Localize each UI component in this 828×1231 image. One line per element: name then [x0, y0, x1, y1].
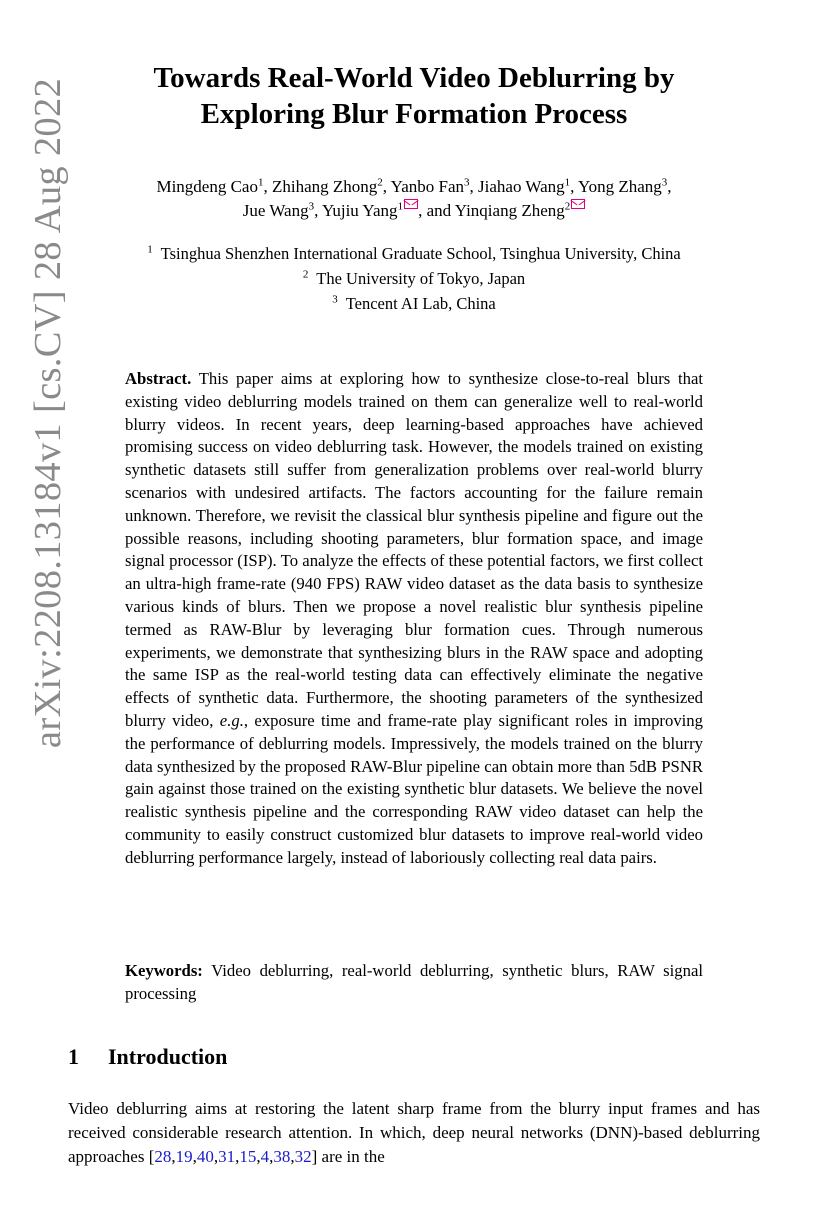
- email-icon[interactable]: [404, 199, 418, 209]
- author-name: Mingdeng Cao: [156, 177, 258, 196]
- abstract-text-continued: , exposure time and frame-rate play significant roles in improving the performance of deblurring models. Impressively, the models trained on the blurry data synthesized by the proposed RAW-Blur pipeline can obtain more than 5dB PSNR gain against those trained on the existing synthetic blur datasets. We believe the novel realistic synthesis pipeline and the corresponding RAW video dataset can help the community to easily construct customized blur datasets to improve real-world video deblurring performance largely, instead of laboriously collecting real data pairs.: [125, 710, 703, 867]
- author-affiliation-mark: 3: [661, 176, 668, 189]
- author-affiliation-mark: 3: [464, 176, 470, 189]
- email-icon[interactable]: [571, 199, 585, 209]
- arxiv-identifier-text: arXiv:2208.13184v1 [cs.CV] 28 Aug 2022: [27, 77, 70, 749]
- author-line-1: [60, 175, 768, 199]
- abstract: [125, 368, 703, 870]
- author-separator: ,: [382, 177, 391, 196]
- section-number: 1: [68, 1044, 79, 1069]
- keywords-label: Keywords:: [125, 961, 203, 980]
- author-separator: ,: [667, 177, 672, 196]
- author-name: Yong Zhang: [578, 177, 662, 196]
- author-affiliation-mark: 2: [564, 200, 571, 213]
- abstract-text: This paper aims at exploring how to synthesize close-to-real blurs that existing video deblurring models trained on them can generalize well to real-world blurry videos. In recent years, deep learning-based approaches have achieved promising success on video deblurring task. However, the models trained on existing synthetic datasets still suffer from generalization problems over real-world blurry scenarios with undesired artifacts. The factors accounting for the failure remain unknown. Therefore, we revisit the classical blur synthesis pipeline and figure out the possible reasons, including shooting parameters, blur formation space, and image signal processor (ISP). To analyze the effects of these potential factors, we first collect an ultra-high frame-rate (940 FPS) RAW video dataset as the data basis to synthesize various kinds of blurs. Then we propose a novel realistic blur synthesis pipeline termed as RAW-Blur by leveraging blur formation cues. Through numerous experiments, we demonstrate that synthesizing blurs in the RAW space and adopting the same ISP as the real-world testing data can effectively eliminate the negative effects of synthetic data. Furthermore, the shooting parameters of the synthesized blurry video,: [125, 369, 703, 730]
- citation-link[interactable]: 28: [154, 1147, 172, 1166]
- author-affiliation-mark: 1: [257, 176, 264, 189]
- section-title: Introduction: [108, 1044, 228, 1069]
- author-affiliation-mark: 1: [564, 176, 571, 189]
- paper-title: [90, 60, 738, 132]
- citation-link[interactable]: 4: [260, 1147, 270, 1166]
- title-line-1: Towards Real-World Video Deblurring by: [153, 62, 675, 94]
- author-separator: ,: [570, 177, 579, 196]
- author-name: Jiahao Wang: [478, 177, 565, 196]
- affiliation-mark: 1: [147, 243, 153, 256]
- author-separator: ,: [314, 201, 322, 220]
- author-affiliation-mark: 1: [397, 200, 404, 213]
- citation-link[interactable]: 32: [294, 1147, 312, 1166]
- author-name: Yanbo Fan: [390, 177, 465, 196]
- intro-text-end: ] are in the: [311, 1147, 385, 1166]
- intro-text: Video deblurring aims at restoring the latent sharp frame from the blurry input frames and has received considerable research attention. In which, deep neural networks (DNN)-based deblurring approaches [: [68, 1099, 760, 1166]
- affiliation-mark: 2: [302, 268, 309, 281]
- affiliation-text: Tencent AI Lab, China: [345, 294, 496, 313]
- affiliation-mark: 3: [332, 293, 338, 306]
- author-name: Jue Wang: [242, 201, 309, 220]
- affiliation-text: The University of Tokyo, Japan: [316, 269, 526, 288]
- keywords: [125, 960, 703, 1006]
- author-separator: ,: [469, 177, 479, 196]
- author-name: Yinqiang Zheng: [454, 201, 565, 220]
- affiliation-list: [60, 241, 768, 316]
- author-affiliation-mark: 2: [377, 176, 383, 189]
- author-name: Zhihang Zhong: [271, 177, 378, 196]
- intro-paragraph: Video deblurring aims at restoring the latent sharp frame from the blurry input frames and has received considerable research attention. In which, deep neural networks (DNN)-based deblurring approaches [28,19,40,31,15,4,38,32] are in the: [68, 1099, 760, 1166]
- abstract-eg: e.g.: [219, 710, 244, 730]
- author-separator: , and: [418, 201, 455, 220]
- affiliation-item: [60, 266, 768, 291]
- title-line-2: Exploring Blur Formation Process: [200, 98, 628, 130]
- citation-link[interactable]: 19: [175, 1147, 193, 1166]
- arxiv-identifier: [22, 58, 74, 768]
- citation-link[interactable]: 31: [218, 1147, 236, 1166]
- citation-link[interactable]: 40: [196, 1147, 214, 1166]
- keywords-text: Video deblurring, real-world deblurring, synthetic blurs, RAW signal processing: [125, 961, 704, 1003]
- affiliation-text: Tsinghua Shenzhen International Graduate School, Tsinghua University, China: [160, 244, 681, 263]
- citation-link[interactable]: 38: [273, 1147, 291, 1166]
- abstract-label: Abstract.: [125, 369, 192, 388]
- author-separator: ,: [263, 177, 272, 196]
- affiliation-item: [60, 291, 768, 316]
- author-affiliation-mark: 3: [308, 200, 315, 213]
- author-line-2: [60, 199, 768, 223]
- affiliation-item: [60, 241, 768, 266]
- author-list: [60, 175, 768, 223]
- section-heading: [68, 1044, 227, 1070]
- citation-link[interactable]: 15: [239, 1147, 257, 1166]
- author-name: Yujiu Yang: [321, 201, 398, 220]
